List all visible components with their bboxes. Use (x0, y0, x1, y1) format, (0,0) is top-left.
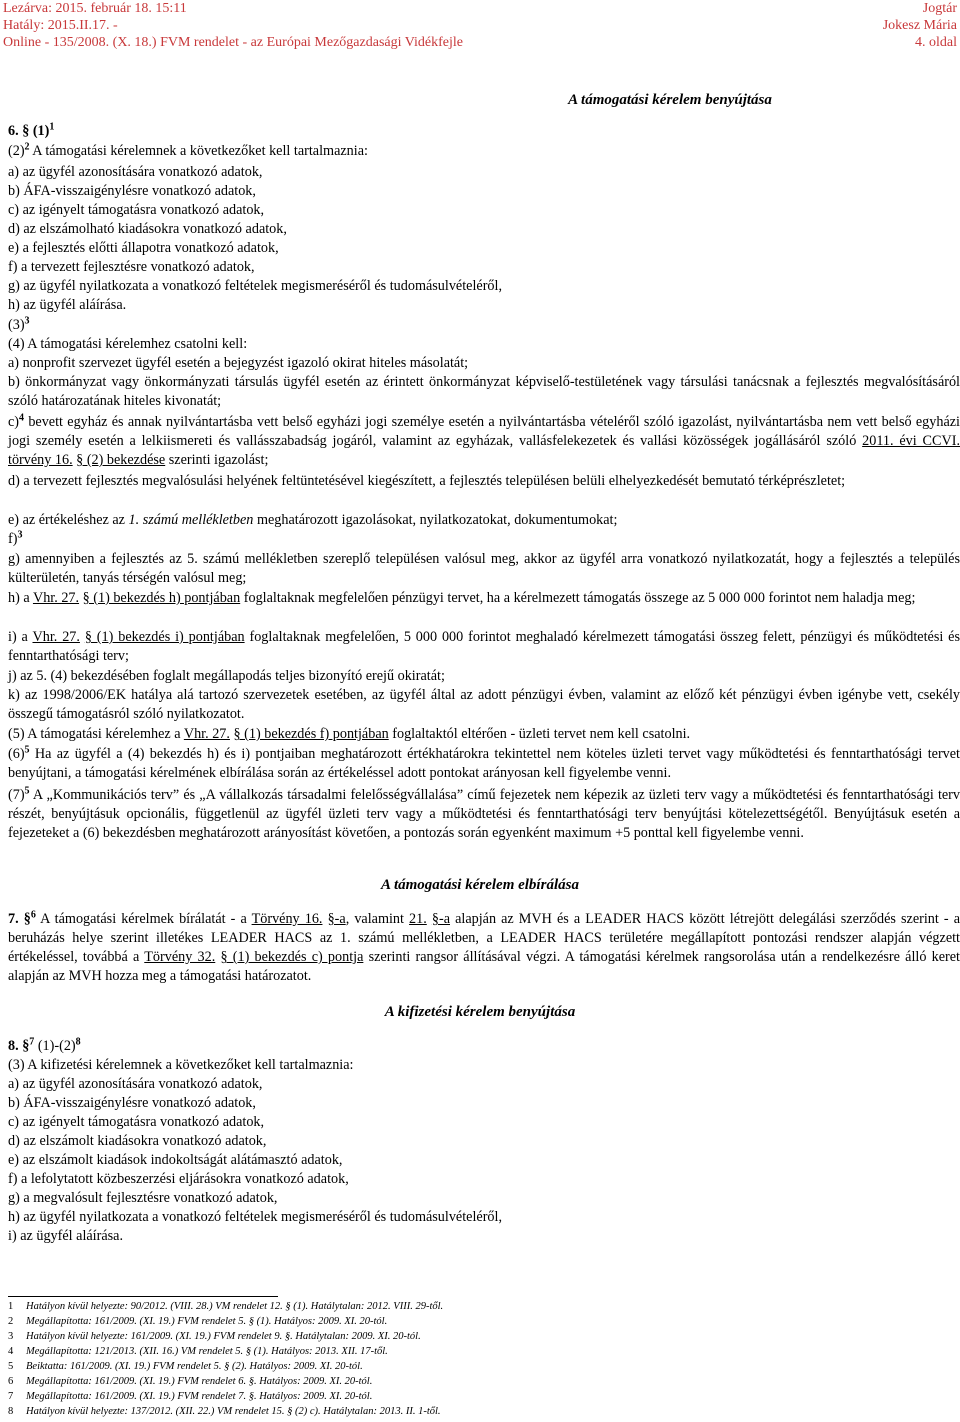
law-link[interactable]: §-a (327, 911, 346, 927)
law-link[interactable]: Vhr. 27. (32, 590, 80, 606)
footnote-ref[interactable]: 5 (24, 785, 30, 797)
list-item: c)$^4$ bevett egyház és annak nyilvántartásba vett belső egyházi jogi személye esetén a nyilvántartásba vételéről szóló igazolást, nyilvántartásba nem vett belső egyházi jogi személy esetén a lelkiismereti és vallásszabadság jogáról, valamint az egyházak, vallásfelekezetek és vallási közösségek jogállásáról szóló 2011. évi CCVI. törvény 16. § (2) bekezdése szerinti igazolást; (8, 412, 960, 468)
list-item: b) önkormányzat vagy önkormányzati társulás ügyfél esetén az érintett önkormányzat képviselő-testületének vagy társulási tanácsnak a fejlesztés megvalósításáról szóló határozatának hiteles kivonatát; (8, 374, 960, 409)
list-item: k) az 1998/2006/EK hatálya alá tartozó szervezetek esetében, az ügyfél által az adott pénzügyi évben, valamint az előző két pénzügyi évben igénybe vett, csekély összegű támogatásról szóló nyilatkozatot. (8, 687, 960, 722)
para-8-1-2: 8. §$^7$ $(1)-(2)^8$ (8, 1036, 81, 1054)
footnote: 1 Hatályon kívül helyezte: 90/2012. (VIII. 28.) VM rendelet 12. § (1). Hatálytalan: 2012. VIII. 29-től. (8, 1301, 444, 1312)
list-item: i) a Vhr. 27. § (1) bekezdés i) pontjában foglaltaknak megfelelően, 5 000 000 forintot meghaladó kérelmezett támogatási összeg felett, pénzügyi és működtetési és fenntarthatósági terv; (8, 629, 960, 664)
page-header (0, 0, 960, 50)
para-6-7: $(7)^5$ A „Kommunikációs terv” és „A vállalkozás társadalmi felelősségvállalása” című fejezetek nem képezik az üzleti terv vagy a működtetési és fenntarthatósági terv részét, benyújtásuk opcionális, függetlenül az ügyfél üzleti terv vagy a működtetési és fenntarthatósági terv benyújtási kötelezettségétől. Benyújtásuk esetén a fejezeteket a (6) bekezdésben meghatározott arányosítást követően, a pontozás során egyenként maximum +5 ponttal kell figyelembe venni. (8, 785, 960, 841)
law-link[interactable]: 2011. évi CCVI. törvény 16. (8, 433, 960, 468)
footnote: 7 Megállapította: 161/2009. (XI. 19.) FVM rendelet 7. §. Hatályos: 2009. XI. 20-tól. (8, 1391, 373, 1402)
law-link[interactable]: Vhr. 27. (32, 629, 80, 645)
list-item: b) ÁFA-visszaigénylésre vonatkozó adatok, (8, 183, 256, 199)
footnote-ref[interactable]: 8 (75, 1036, 81, 1048)
law-link[interactable]: §-a (431, 911, 450, 927)
footnote-ref[interactable]: 2 (24, 141, 30, 153)
list-item: h) az ügyfél nyilatkozata a vonatkozó feltételek megismeréséről és tudomásulvételéről, (8, 1209, 503, 1225)
law-link[interactable]: § (1) bekezdés f) pontjában (233, 726, 389, 742)
footnote-ref[interactable]: 1 (49, 121, 55, 133)
footnote-ref[interactable]: 5 (24, 744, 30, 756)
footnote-ref[interactable]: 3 (17, 529, 23, 541)
header-document-title: Online - 135/2008. (X. 18.) FVM rendelet - az Európai Mezőgazdasági Vidékfejle (3, 35, 463, 50)
list-item: h) a Vhr. 27. § (1) bekezdés h) pontjában foglaltaknak megfelelően pénzügyi tervet, ha a kérelmezett támogatás összege az 5 000 000 forintot nem haladja meg; (8, 590, 916, 606)
law-link[interactable]: 21. (409, 911, 427, 927)
list-item: c) az igényelt támogatásra vonatkozó adatok, (8, 202, 265, 218)
list-item: a) nonprofit szervezet ügyfél esetén a bejegyzést igazoló okirat hiteles másolatát; (8, 355, 469, 371)
list-item: e) az értékeléshez az 1. számú mellékletben meghatározott igazolásokat, nyilatkozatokat, dokumentumokat; (8, 512, 618, 528)
heading-payment-claim: A kifizetési kérelem benyújtása (384, 1004, 576, 1020)
list-item: f)$^3$ (8, 529, 23, 547)
header-validity: Hatály: 2015.II.17. - (3, 18, 118, 33)
law-link[interactable]: § (1) bekezdés c) pontja (220, 949, 364, 965)
law-link[interactable]: § (1) bekezdés i) pontjában (84, 629, 245, 645)
footnote: 6 Megállapította: 161/2009. (XI. 19.) FVM rendelet 6. §. Hatályos: 2009. XI. 20-tól. (8, 1376, 373, 1387)
footnote: 3 Hatályon kívül helyezte: 161/2009. (XI. 19.) FVM rendelet 9. §. Hatálytalan: 2009. XI. 20-tól. (8, 1331, 421, 1342)
list-item: c) az igényelt támogatásra vonatkozó adatok, (8, 1114, 265, 1130)
law-link[interactable]: Törvény 32. (144, 949, 216, 965)
footnote: 8 Hatályon kívül helyezte: 137/2012. (XII. 22.) VM rendelet 15. § (2) c). Hatálytalan: 2013. II. 1-től. (8, 1406, 441, 1417)
law-link[interactable]: Törvény 16. (251, 911, 323, 927)
header-page-number: 4. oldal (915, 35, 957, 50)
list-item: g) az ügyfél nyilatkozata a vonatkozó feltételek megismeréséről és tudomásulvételéről, (8, 278, 503, 294)
section-6-number: 6. § (1) (8, 123, 50, 139)
header-lock-date: Lezárva: 2015. február 18. 15:11 (3, 1, 187, 16)
para-6-3: $(3)^3$ (8, 315, 30, 333)
footnote-ref[interactable]: 4 (19, 412, 25, 424)
law-link[interactable]: § (1) bekezdés h) pontjában (82, 590, 241, 606)
law-link[interactable]: § (2) bekezdése (76, 452, 166, 468)
footnote-ref[interactable]: 6 (30, 909, 36, 921)
para-6-2: $(2)^2$ A támogatási kérelemnek a következőket kell tartalmaznia: (8, 141, 368, 159)
list-item: g) amennyiben a fejlesztés az 5. számú mellékletben szereplő településen valósul meg, akkor az ügyfél arra vonatkozó nyilatkozatát, hogy a fejlesztés a település külterületén, tanyás térségén valósul meg; (8, 551, 960, 586)
list-item: g) a megvalósult fejlesztésre vonatkozó adatok, (8, 1190, 278, 1206)
para-6-5: (5) A támogatási kérelemhez a Vhr. 27. § (1) bekezdés f) pontjában foglaltaktól eltérően - üzleti tervet nem kell csatolni. (8, 726, 691, 742)
heading-application-submission: A támogatási kérelem benyújtása (568, 92, 772, 108)
footnote-ref[interactable]: 3 (24, 315, 30, 327)
section-7: 7. §$^6$ A támogatási kérelmek bírálatát - a Törvény 16. §-a, valamint 21. §-a alapján az MVH és a LEADER HACS között létrejött delegálási szerződés szerint - a beruházás helye szerint illetékes LEADER HACS az 1. számú mellékletben, a LEADER HACS területére megállapított pontozási rendszer alapján végzett értékeléssel, továbbá a Törvény 32. § (1) bekezdés c) pontja szerinti rangsor állításával végzi. A támogatási kérelmek rangsorolása után a rendelkezésre álló keret alapján az MVH hozza meg a támogatási határozatot. (8, 909, 960, 984)
list-item: i) az ügyfél aláírása. (8, 1228, 124, 1244)
list-item: d) az elszámolt kiadásokra vonatkozó adatok, (8, 1133, 267, 1149)
list-item: a) az ügyfél azonosítására vonatkozó adatok, (8, 1076, 263, 1092)
list-item: e) az elszámolt kiadások indokoltságát alátámasztó adatok, (8, 1152, 343, 1168)
list-item: f) a tervezett fejlesztésre vonatkozó adatok, (8, 259, 255, 275)
list-item: e) a fejlesztés előtti állapotra vonatkozó adatok, (8, 240, 279, 256)
para-6-1 (8, 122, 960, 141)
para-6-6: $(6)^5$ Ha az ügyfél a (4) bekezdés h) és i) pontjaiban meghatározott értékhatárokra tekintettel nem köteles üzleti tervet vagy működtetési és fenntarthatósági tervet benyújtani, a támogatási kérelmének elbírálása során az értékeléssel adott pontokat arányosan kell figyelembe venni. (8, 744, 960, 781)
para-6-4: (4) A támogatási kérelemhez csatolni kell: (8, 336, 248, 352)
list-item: b) ÁFA-visszaigénylésre vonatkozó adatok, (8, 1095, 256, 1111)
footnote-divider (8, 1296, 278, 1297)
footnote-ref[interactable]: 7 (29, 1036, 35, 1048)
header-app-name: Jogtár (922, 1, 957, 16)
list-item: a) az ügyfél azonosítására vonatkozó adatok, (8, 164, 263, 180)
list-item: d) a tervezett fejlesztés megvalósulási helyének feltüntetésével kiegészített, a fejlesztés településen belüli elhelyezkedését bemutató térképrészletet; (8, 473, 846, 489)
list-item: h) az ügyfél aláírása. (8, 297, 127, 313)
law-link[interactable]: Vhr. 27. (183, 726, 230, 742)
footnote: 5 Beiktatta: 161/2009. (XI. 19.) FVM rendelet 5. § (2). Hatályos: 2009. XI. 20-tól. (8, 1361, 363, 1372)
list-item: f) a lefolytatott közbeszerzési eljárásokra vonatkozó adatok, (8, 1171, 349, 1187)
list-item: j) az 5. (4) bekezdésében foglalt megállapodás teljes bizonyító erejű okiratát; (8, 668, 445, 684)
footnote: 2 Megállapította: 161/2009. (XI. 19.) FVM rendelet 5. § (1). Hatályos: 2009. XI. 20-tól. (8, 1316, 388, 1327)
footnote: 4 Megállapította: 121/2013. (XII. 16.) VM rendelet 5. § (1). Hatályos: 2013. XII. 17-től. (8, 1346, 388, 1357)
heading-application-evaluation: A támogatási kérelem elbírálása (381, 877, 579, 893)
list-item: d) az elszámolható kiadásokra vonatkozó adatok, (8, 221, 287, 237)
header-user: Jokesz Mária (882, 18, 957, 33)
para-8-3: (3) A kifizetési kérelemnek a következőket kell tartalmaznia: (8, 1057, 354, 1073)
